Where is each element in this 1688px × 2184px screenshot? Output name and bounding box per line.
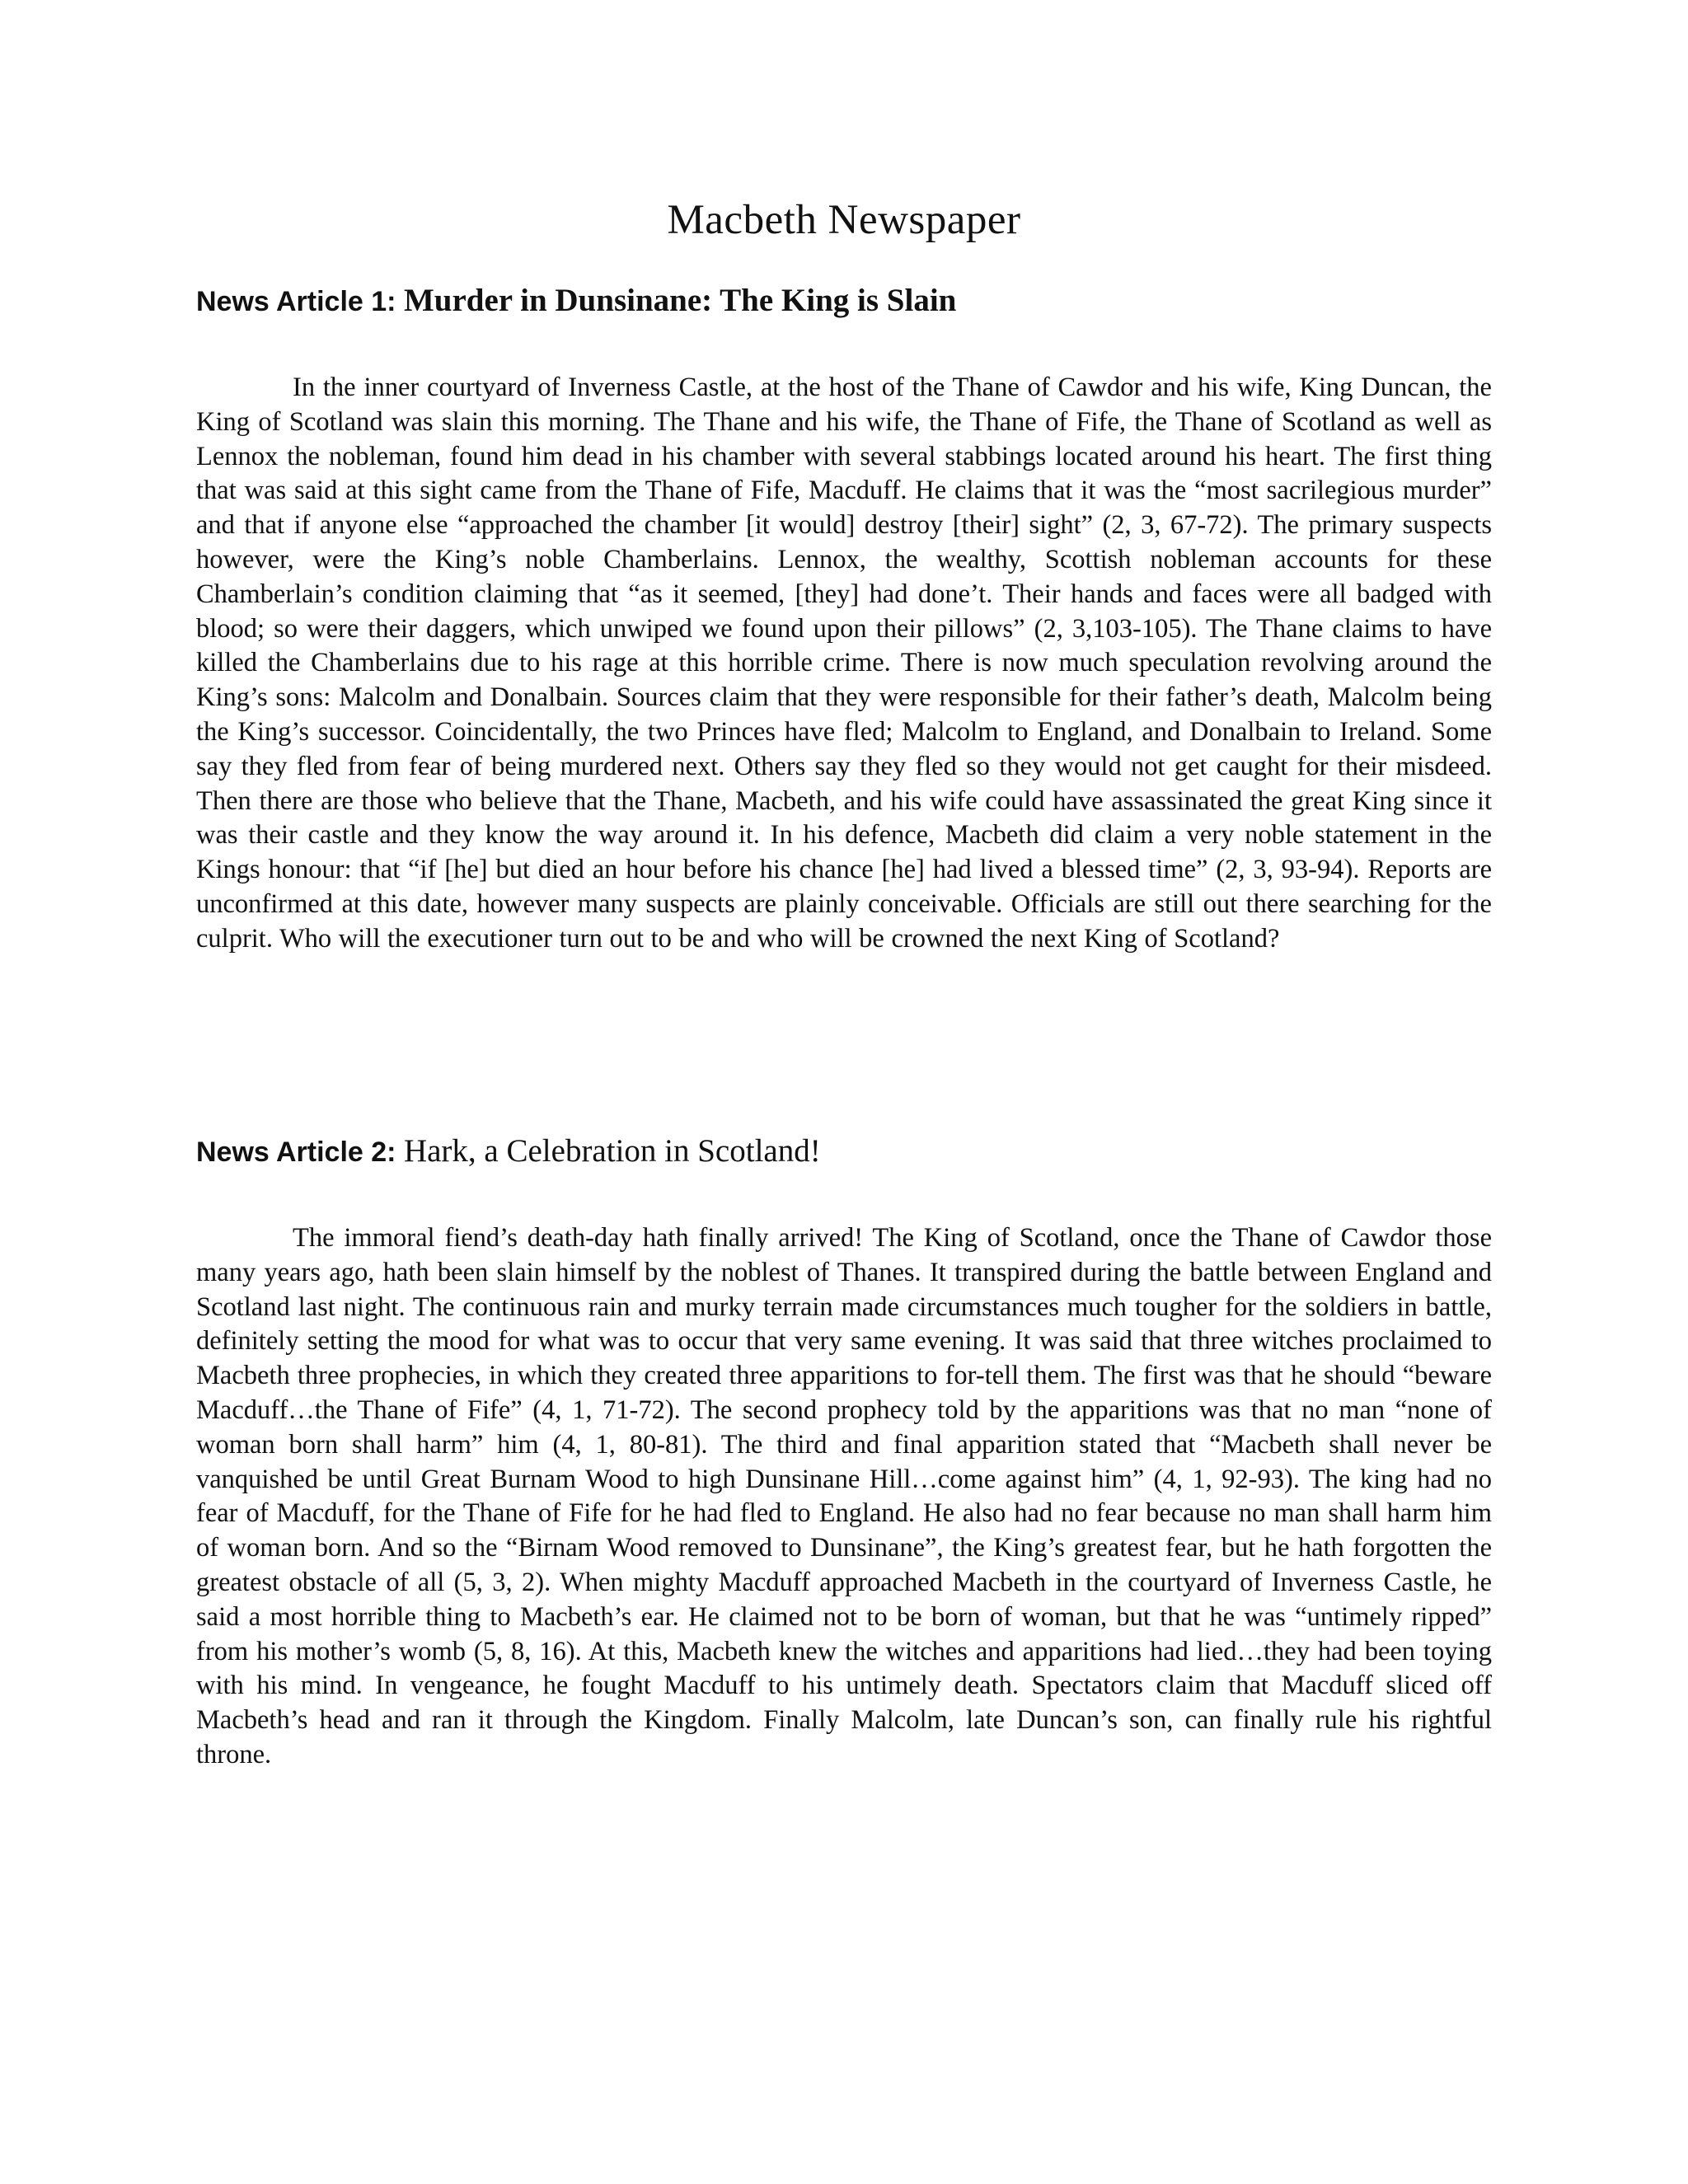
article-headline (196, 1127, 1492, 1176)
news-article-1 (196, 276, 1492, 957)
article-body: The immoral fiend’s death-day hath finally arrived! The King of Scotland, once the Thane of Cawdor those many years ago, hath been slain himself by the noblest of Thanes. It transpired during the battle between England and Scotland last night. The continuous rain and murky terrain made circumstances much tougher for the soldiers in battle, definitely setting the mood for what was to occur that very same evening. It was said that three witches proclaimed to Macbeth three prophecies, in which they created three apparitions to for-tell them. The first was that he should “beware Macduff…the Thane of Fife” (4, 1, 71-72). The second prophecy told by the apparitions was that no man “none of woman born shall harm” him (4, 1, 80-81). The third and final apparition stated that “Macbeth shall never be vanquished be until Great Burnam Wood to high Dunsinane Hill…come against him” (4, 1, 92-93). The king had no fear of Macduff, for the Thane of Fife for he had fled to England. He also had no fear because no man shall harm him of woman born. And so the “Birnam Wood removed to Dunsinane”, the King’s greatest fear, but he hath forgotten the greatest obstacle of all (5, 3, 2). When mighty Macduff approached Macbeth in the courtyard of Inverness Castle, he said a most horrible thing to Macbeth’s ear. He claimed not to be born of woman, but that he was “untimely ripped” from his mother’s womb (5, 8, 16). At this, Macbeth knew the witches and apparitions had lied…they had been toying with his mind. In vengeance, he fought Macduff to his untimely death. Spectators claim that Macduff sliced off Macbeth’s head and ran it through the Kingdom. Finally Malcolm, late Duncan’s son, can finally rule his rightful throne. (196, 1223, 1492, 1769)
article-body: In the inner courtyard of Inverness Castle, at the host of the Thane of Cawdor and his wife, King Duncan, the King of Scotland was slain this morning. The Thane and his wife, the Thane of Fife, the Thane of Scotland as well as Lennox the nobleman, found him dead in his chamber with several stabbings located around his heart. The first thing that was said at this sight came from the Thane of Fife, Macduff. He claims that it was the “most sacrilegious murder” and that if anyone else “approached the chamber [it would] destroy [their] sight” (2, 3, 67-72). The primary suspects however, were the King’s noble Chamberlains. Lennox, the wealthy, Scottish nobleman accounts for these Chamberlain’s condition claiming that “as it seemed, [they] had done’t. Their hands and faces were all badged with blood; so were their daggers, which unwiped we found upon their pillows” (2, 3,103-105). The Thane claims to have killed the Chamberlains due to his rage at this horrible crime. There is now much speculation revolving around the King’s sons: Malcolm and Donalbain. Sources claim that they were responsible for their father’s death, Malcolm being the King’s successor. Coincidentally, the two Princes have fled; Malcolm to England, and Donalbain to Ireland. Some say they fled from fear of being murdered next. Others say they fled so they would not get caught for their misdeed. Then there are those who believe that the Thane, Macbeth, and his wife could have assassinated the great King since it was their castle and they know the way around it. In his defence, Macbeth did claim a very noble statement in the Kings honour: that “if [he] but died an hour before his chance [he] had lived a blessed time” (2, 3, 93-94). Reports are unconfirmed at this date, however many suspects are plainly conceivable. Officials are still out there searching for the culprit. Who will the executioner turn out to be and who will be crowned the next King of Scotland? (196, 373, 1492, 954)
article-label: News Article 1: (196, 286, 404, 317)
article-headline (196, 276, 1492, 326)
news-article-2 (196, 1127, 1492, 1773)
document-title: Macbeth Newspaper (667, 197, 1021, 243)
article-title: Murder in Dunsinane: The King is Slain (403, 283, 957, 318)
article-label: News Article 2: (196, 1137, 404, 1168)
article-title: Hark, a Celebration in Scotland! (403, 1133, 821, 1169)
